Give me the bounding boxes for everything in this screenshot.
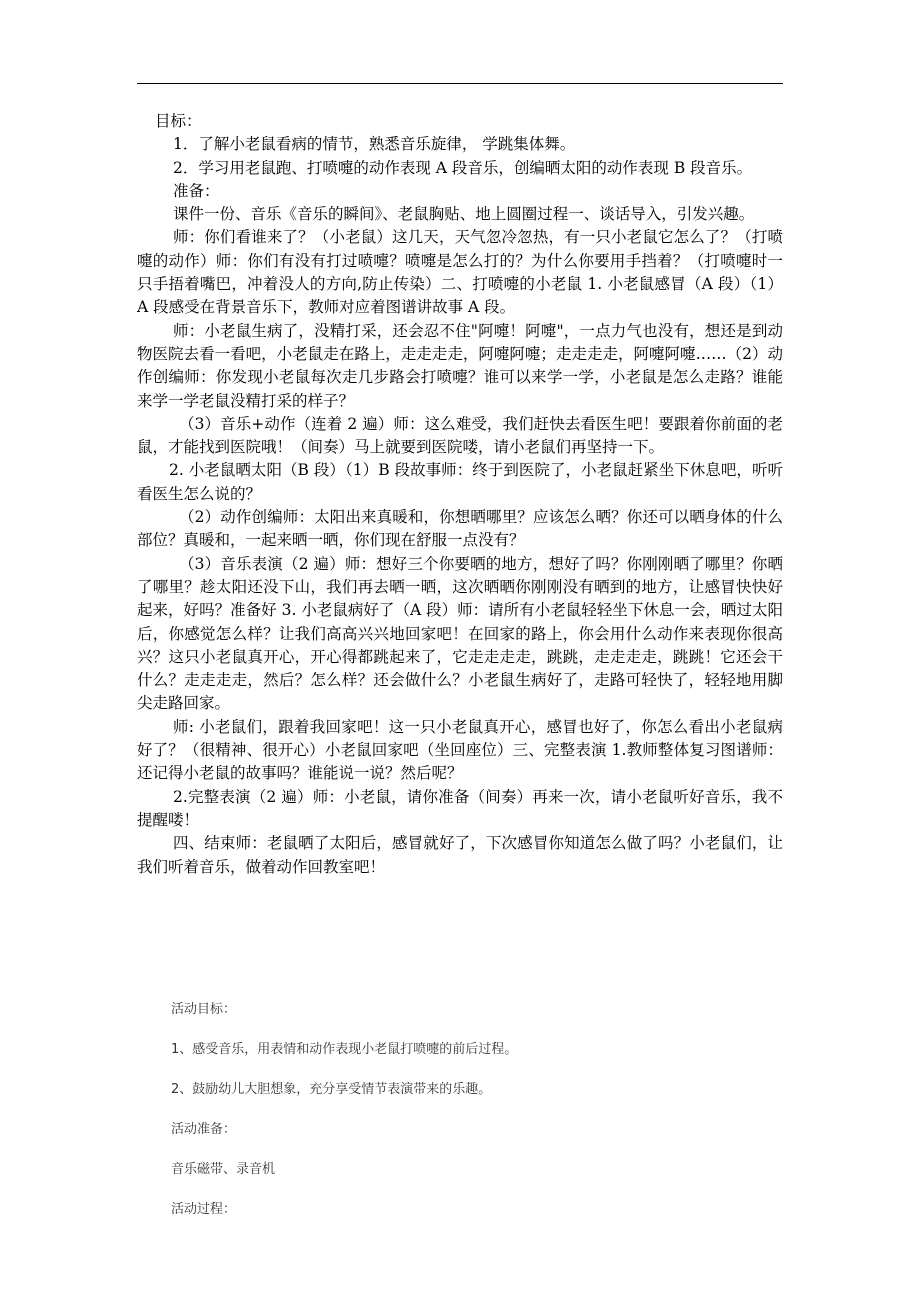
doc-paragraph: 四、结束师：老鼠晒了太阳后，感冒就好了，下次感冒你知道怎么做了吗？小老鼠们，让我们听着音乐，做着动作回教室吧！ — [137, 834, 783, 876]
doc-paragraph: 师：你们看谁来了？（小老鼠）这几天，天气忽冷忽热，有一只小老鼠它怎么了？（打喷嚏的动作）师：你们有没有打过喷嚏？喷嚏是怎么打的？为什么你要用手挡着？（打喷嚏时一只手捂着嘴巴，冲着没人的方向,防止传染）二、打喷嚏的小老鼠 1. 小老鼠感冒（A 段）（1）A 段感受在背景音乐下，教师对应着图谱讲故事 A 段。 — [137, 228, 783, 317]
doc-paragraph: 2.完整表演（2 遍）师：小老鼠，请你准备（间奏）再来一次，请小老鼠听好音乐，我不提醒喽！ — [137, 787, 783, 829]
activity-prep-items: 音乐磁带、录音机 — [171, 1162, 276, 1177]
activity-section — [171, 1000, 781, 1240]
doc-paragraph: 2. 小老鼠晒太阳（B 段）（1）B 段故事师：终于到医院了，小老鼠赶紧坐下休息吧，听听看医生怎么说的？ — [137, 461, 783, 503]
doc-paragraph: 师：小老鼠生病了，没精打采，还会忍不住"阿嚏！阿嚏"，一点力气也没有，想还是到动物医院去看一看吧，小老鼠走在路上，走走走走，阿嚏阿嚏；走走走走，阿嚏阿嚏……（2）动作创编师：你发现小老鼠每次走几步路会打喷嚏？谁可以来学一学，小老鼠是怎么走路？谁能来学一学老鼠没精打采的样子？ — [137, 321, 783, 410]
activity-goal-title: 活动目标： — [171, 1002, 237, 1017]
document-body — [137, 110, 783, 879]
doc-paragraph: （3）音乐表演（2 遍）师：想好三个你要晒的地方，想好了吗？你刚刚晒了哪里？你晒了哪里？趁太阳还没下山，我们再去晒一晒，这次晒晒你刚刚没有晒到的地方，让感冒快快好起来，好吗？准备好 3. 小老鼠病好了（A 段）师：请所有小老鼠轻轻坐下休息一会，晒过太阳后，你感觉怎么样？让我们高高兴兴地回家吧！在回家的路上，你会用什么动作来表现你很高兴？这只小老鼠真开心，开心得都跳起来了，它走走走走，跳跳，走走走走，跳跳！它还会干什么？走走走走，然后？怎么样？还会做什么？小老鼠生病好了，走路可轻快了，轻轻地用脚尖走路回家。 — [137, 554, 783, 713]
doc-paragraph-goal-1: 1．了解小老鼠看病的情节，熟悉音乐旋律， 学跳集体舞。 — [173, 135, 576, 154]
activity-goal-2: 2、鼓励幼儿大胆想象，充分享受情节表演带来的乐趣。 — [171, 1082, 492, 1097]
header-rule — [137, 83, 783, 84]
doc-paragraph: （3）音乐+动作（连着 2 遍）师：这么难受，我们赶快去看医生吧！要跟着你前面的老鼠，才能找到医院哦！（间奏）马上就要到医院喽，请小老鼠们再坚持一下。 — [137, 414, 783, 457]
doc-paragraph-prep-items: 课件一份、音乐《音乐的瞬间》、老鼠胸贴、地上圆圈过程一、谈话导入，引发兴趣。 — [173, 205, 755, 224]
doc-paragraph: （2）动作创编师：太阳出来真暖和，你想晒哪里？应该怎么晒？你还可以晒身体的什么部位？真暖和，一起来晒一晒，你们现在舒服一点没有？ — [137, 508, 783, 550]
activity-goal-1: 1、感受音乐，用表情和动作表现小老鼠打喷嚏的前后过程。 — [171, 1042, 518, 1057]
doc-paragraph: 师: 小老鼠们，跟着我回家吧！这一只小老鼠真开心，感冒也好了，你怎么看出小老鼠病好了？（很精神、很开心）小老鼠回家吧（坐回座位）三、完整表演 1.教师整体复习图谱师：还记得小老鼠的故事吗？谁能说一说？然后呢？ — [137, 717, 783, 783]
activity-process-title: 活动过程： — [171, 1202, 237, 1217]
doc-paragraph-prep-heading: 准备： — [173, 181, 220, 200]
doc-paragraph-goal-2: 2．学习用老鼠跑、打喷嚏的动作表现 A 段音乐，创编晒太阳的动作表现 B 段音乐。 — [173, 158, 753, 177]
activity-prep-title: 活动准备： — [171, 1122, 237, 1137]
doc-paragraph-goal-heading: 目标： — [155, 112, 202, 130]
